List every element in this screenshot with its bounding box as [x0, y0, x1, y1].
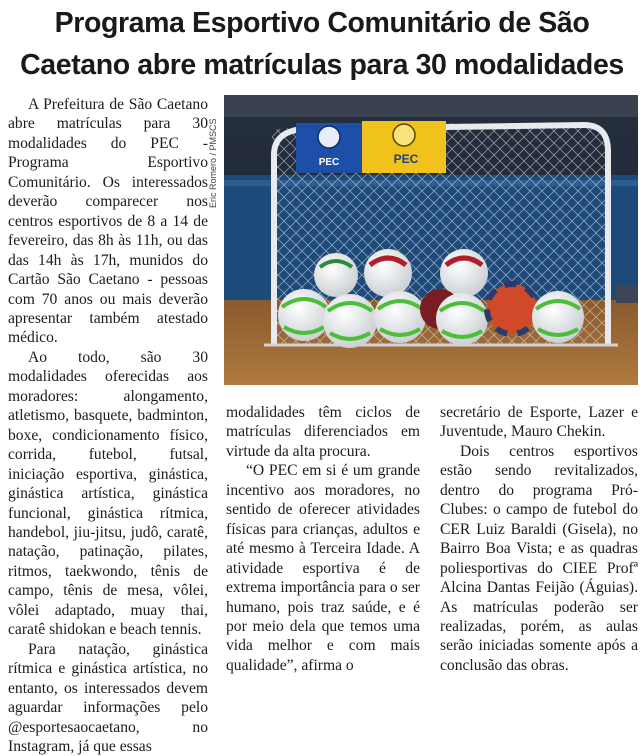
paragraph: A Prefeitura de São Caetano abre matrículas para 30 modalidades do PEC - Programa Esportivo Comunitário. Os interessados deverão comparecer nos centros esportivos de 8 a 14 de fevereiro, das 8h às 11h, ou das das 14h às 17h, munidos do Cartão São Caetano - pessoas com 70 anos ou mais deverão apresentar também atestado médico. — [8, 96, 208, 347]
paragraph: Dois centros esportivos estão sendo revitalizados, dentro do programa Pró-Clubes: o campo de futebol do CER Luiz Baraldi (Gisela), no Bairro Boa Vista; e as quadras poliesportivas do CIEE Profª Alcina Dantas Feijão (Águias). As matrículas poderão ser realizadas, porém, as aulas serão iniciadas somente após a conclusão das obras. — [440, 442, 638, 674]
headline: Programa Esportivo Comunitário de São Caetano abre matrículas para 30 modalidades — [20, 7, 624, 81]
paragraph: secretário de Esporte, Lazer e Juventude, Mauro Chekin. — [440, 404, 638, 441]
paragraph: modalidades têm ciclos de matrículas diferenciados em virtude da alta procura. — [226, 404, 420, 460]
paragraph: Ao todo, são 30 modalidades oferecidas aos moradores: alongamento, atletismo, basquete, badminton, boxe, condicionamento físico, corrida, futebol, futsal, iniciação esportiva, ginástica, ginástica artística, ginástica funcional, ginástica rítmica, handebol, jiu-jitsu, judô, caratê, natação, patinação, pilates, ritmos, taekwondo, tênis de campo, tênis de mesa, vôlei, vôlei adaptado, muay thai, caratê shidokan e beach tennis. — [8, 348, 208, 639]
text-column-1 — [8, 95, 208, 756]
article-photo — [224, 95, 638, 385]
paragraph: “O PEC em si é um grande incentivo aos moradores, no sentido de oferecer atividades físicas para crianças, adultos e até mesmo à Terceira Idade. A atividade esportiva é de extrema importância para o ser humano, pois traz saúde, e é por meio dela que temos uma vida melhor e com mais qualidade”, afirma o — [226, 462, 420, 674]
text-column-2 — [226, 403, 420, 675]
paragraph: Para natação, ginástica rítmica e ginástica artística, no entanto, os interessados devem aguardar informações pelo @esportesaocaetano, no Instagram, já que essas — [8, 640, 208, 755]
photo-credit: Eric Romero / PMSCS — [208, 118, 218, 208]
flag-label-right: PEC — [393, 152, 419, 166]
text-column-3 — [440, 403, 638, 675]
flag-label-left: PEC — [318, 157, 340, 168]
